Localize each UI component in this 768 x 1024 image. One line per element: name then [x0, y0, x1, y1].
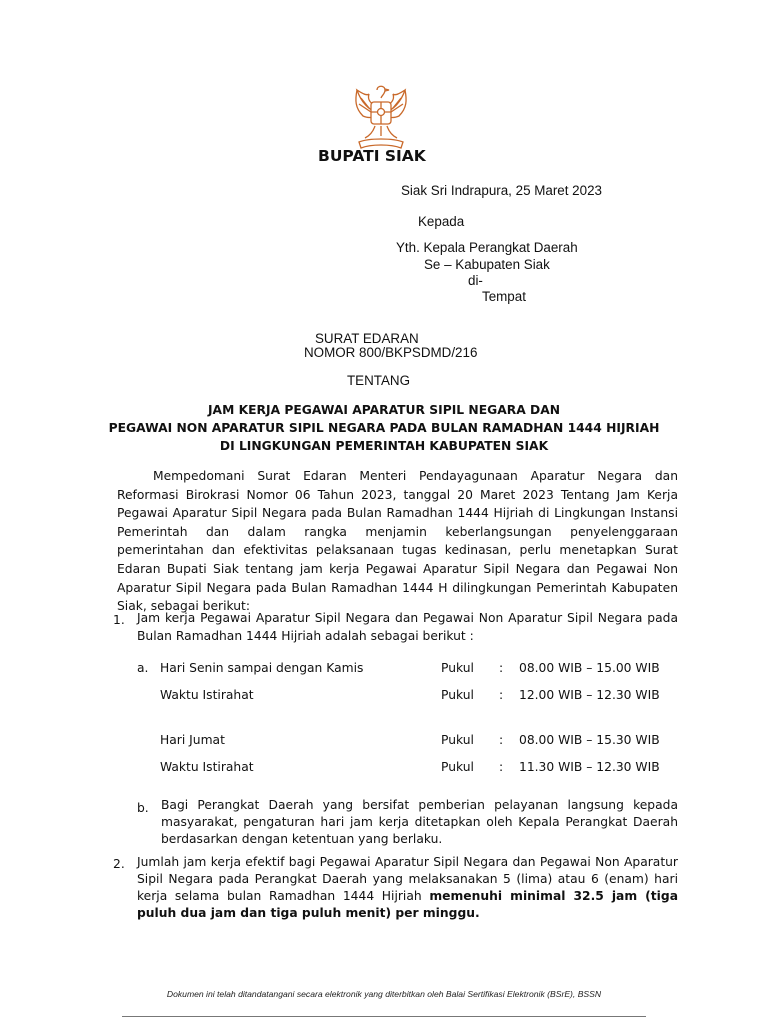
schedule-time: 11.30 WIB – 12.30 WIB	[519, 760, 660, 774]
schedule-label: Pukul	[441, 661, 474, 675]
circular-number: NOMOR 800/BKPSDMD/216	[304, 345, 478, 360]
recipient-line-1: Yth. Kepala Perangkat Daerah	[396, 240, 578, 255]
item-1-number: 1.	[113, 613, 125, 627]
schedule-time: 08.00 WIB – 15.00 WIB	[519, 661, 660, 675]
item-2-number: 2.	[113, 857, 125, 871]
circular-title	[100, 402, 668, 455]
item-2-paragraph	[137, 854, 678, 922]
intro-paragraph: Mempedomani Surat Edaran Menteri Pendayagunaan Aparatur Negara dan Reformasi Birokrasi Nomor 06 Tahun 2023, tanggal 20 Maret 2023 Tentang Jam Kerja Pegawai Aparatur Sipil Negara pada Bulan Ramadhan 1444 Hijriah di Lingkungan Instansi Pemerintah dan dalam rangka menjamin keberlangsungan penyelenggaraan pemerintahan dan efektivitas pelaksanaan tugas kedinasan, perlu menetapkan Surat Edaran Bupati Siak tentang jam kerja Pegawai Aparatur Sipil Negara dan Pegawai Non Aparatur Sipil Negara pada Bulan Ramadhan 1444 H dilingkungan Pemerintah Kabupaten Siak, sebagai berikut:	[117, 469, 678, 614]
circular-title-line-2: PEGAWAI NON APARATUR SIPIL NEGARA PADA BULAN RAMADHAN 1444 HIJRIAH	[108, 420, 660, 435]
garuda-emblem-icon	[333, 80, 429, 154]
schedule-label: Pukul	[441, 760, 474, 774]
letterhead-title: BUPATI SIAK	[318, 147, 426, 165]
schedule-colon: :	[499, 688, 504, 702]
item-2-bold-text: memenuhi minimal 32.5 jam (tiga puluh dua jam dan tiga puluh menit) per minggu.	[137, 889, 678, 920]
schedule-time: 12.00 WIB – 12.30 WIB	[519, 688, 660, 702]
schedule-day: Waktu Istirahat	[160, 688, 254, 702]
sub-b-text: Bagi Perangkat Daerah yang bersifat pemberian pelayanan langsung kepada masyarakat, pengaturan hari jam kerja ditetapkan oleh Kepala Perangkat Daerah berdasarkan dengan ketentuan yang berlaku.	[161, 798, 678, 846]
schedule-colon: :	[499, 760, 504, 774]
item-2-text: Jumlah jam kerja efektif bagi Pegawai Aparatur Sipil Negara dan Pegawai Non Aparatur Sipil Negara pada Perangkat Daerah yang melaksanakan 5 (lima) atau 6 (enam) hari kerja selama bulan Ramadhan 1444 Hijriah	[137, 855, 678, 903]
recipient-line-2: Se – Kabupaten Siak	[424, 257, 550, 272]
footer-divider	[122, 1016, 646, 1017]
schedule-colon: :	[499, 661, 504, 675]
schedule-day: Waktu Istirahat	[160, 760, 254, 774]
schedule-colon: :	[499, 733, 504, 747]
schedule-label: Pukul	[441, 733, 474, 747]
sub-a-letter: a.	[137, 661, 149, 675]
schedule-label: Pukul	[441, 688, 474, 702]
circular-title-line-3: DI LINGKUNGAN PEMERINTAH KABUPATEN SIAK	[219, 438, 549, 453]
schedule-time: 08.00 WIB – 15.30 WIB	[519, 733, 660, 747]
recipient-line-4: Tempat	[482, 289, 526, 304]
place-date: Siak Sri Indrapura, 25 Maret 2023	[401, 183, 602, 198]
schedule-day: Hari Senin sampai dengan Kamis	[160, 661, 364, 675]
circular-about: TENTANG	[347, 373, 410, 388]
recipient-line-3: di-	[468, 273, 483, 288]
circular-type: SURAT EDARAN	[315, 331, 419, 346]
item-1-text: Jam kerja Pegawai Aparatur Sipil Negara dan Pegawai Non Aparatur Sipil Negara pada Bulan Ramadhan 1444 Hijriah adalah sebagai berikut :	[137, 611, 678, 643]
kepada-label: Kepada	[418, 214, 465, 229]
circular-title-line-1: JAM KERJA PEGAWAI APARATUR SIPIL NEGARA DAN	[207, 403, 561, 417]
sub-b-letter: b.	[137, 801, 149, 815]
schedule-day: Hari Jumat	[160, 733, 225, 747]
electronic-signature-note: Dokumen ini telah ditandatangani secara elektronik yang diterbitkan oleh Balai Sertifikasi Elektronik (BSrE), BSSN	[166, 989, 602, 999]
